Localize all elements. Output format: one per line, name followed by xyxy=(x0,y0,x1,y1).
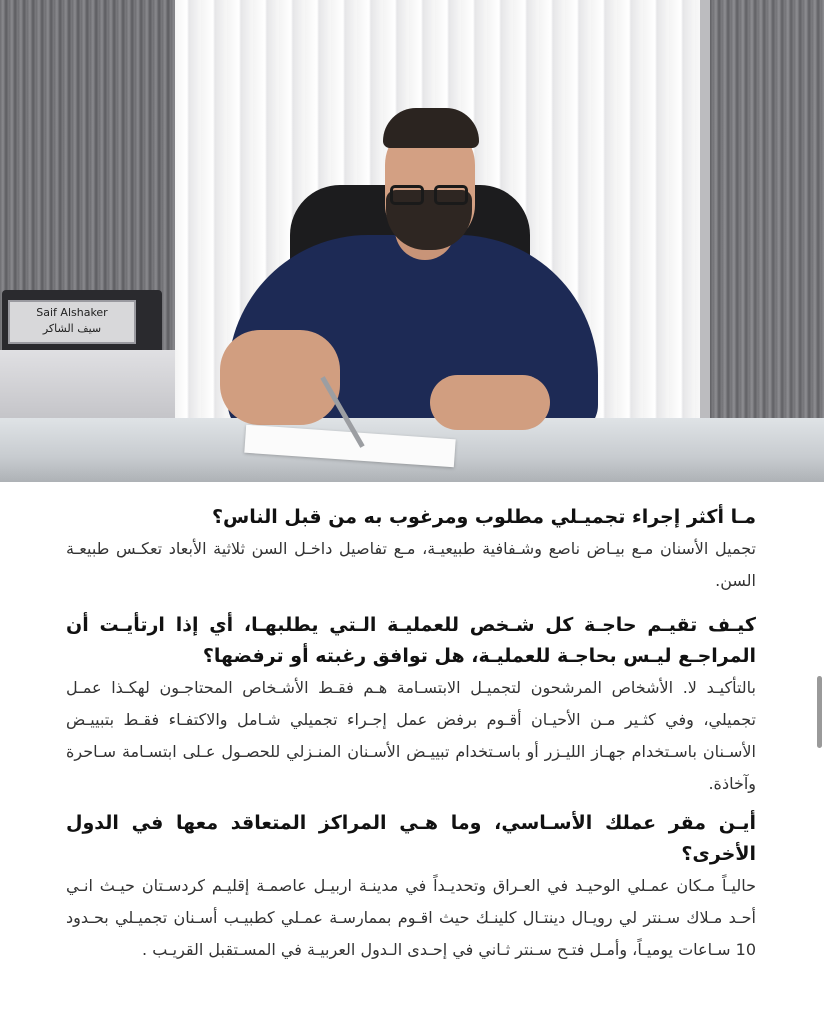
plaque-name: Saif Alshaker xyxy=(36,306,108,319)
side-shelf xyxy=(0,350,175,420)
question-1: مـا أكثر إجراء تجميـلي مطلوب ومرغوب به من قبل الناس؟ xyxy=(212,506,756,528)
plaque-subtitle: سيف الشاكر xyxy=(42,322,102,335)
panel-trim xyxy=(700,0,710,420)
answer-1: تجميل الأسنان مـع بيـاض ناصع وشـفافية طبيعيـة، مـع تفاصيل داخـل السن ثلاثية الأبعاد تعكـس طبيعـة السن. xyxy=(66,539,756,590)
scrollbar-thumb[interactable] xyxy=(817,676,822,748)
qa-section-2 xyxy=(66,610,756,800)
doctor-photo xyxy=(0,0,824,482)
name-plaque xyxy=(8,300,136,344)
answer-2: بالتأكيـد لا. الأشخاص المرشحون لتجميـل الابتسـامة هـم فقـط الأشـخاص المحتاجـون لهكـذا عمـل تجميلي، وفي كثـير مـن الأحيـان أقـوم برفض عمل إجـراء تجميلي شـامل والاكتفـاء فقـط بتبييـض الأسـنان باسـتخدام جهـاز الليـزر أو باسـتخدام تبييـض الأسـنان المنـزلي للحصـول عـلى ابتسـامة سـاحرة وآخاذة. xyxy=(66,678,756,793)
glasses-icon xyxy=(388,185,472,207)
qa-section-1 xyxy=(66,502,756,597)
qa-section-3 xyxy=(66,808,756,966)
doctor-hair xyxy=(383,108,479,148)
interview-article xyxy=(0,482,824,1024)
question-3: أيـن مقر عملك الأسـاسي، وما هـي المراكز المتعاقد معها في الدول الأخرى؟ xyxy=(66,812,756,865)
doctor-right-arm xyxy=(430,375,550,430)
right-wall-texture xyxy=(704,0,824,482)
answer-3: حاليـاً مـكان عمـلي الوحيـد في العـراق وتحديـداً في مدينـة اربيـل عاصمـة إقليـم كردسـتان حيـث انـي أحـد مـلاك سـنتر لي رويـال دينتـال كلينـك حيث اقـوم بممارسـة عمـلي كطبيـب أسـنان تجميـلي بحـدود 10 سـاعات يوميـاً، وأمـل فتـح سـنتر ثـاني في إحـدى الـدول العربيـة في المسـتقبل القريـب . xyxy=(66,876,756,959)
question-2: كيـف تقيـم حاجـة كل شـخص للعمليـة الـتي يطلبهـا، أي إذا ارتأيـت أن المراجـع ليـس بحاجـة للعمليـة، هل توافق رغبته أو ترفضها؟ xyxy=(66,614,756,667)
